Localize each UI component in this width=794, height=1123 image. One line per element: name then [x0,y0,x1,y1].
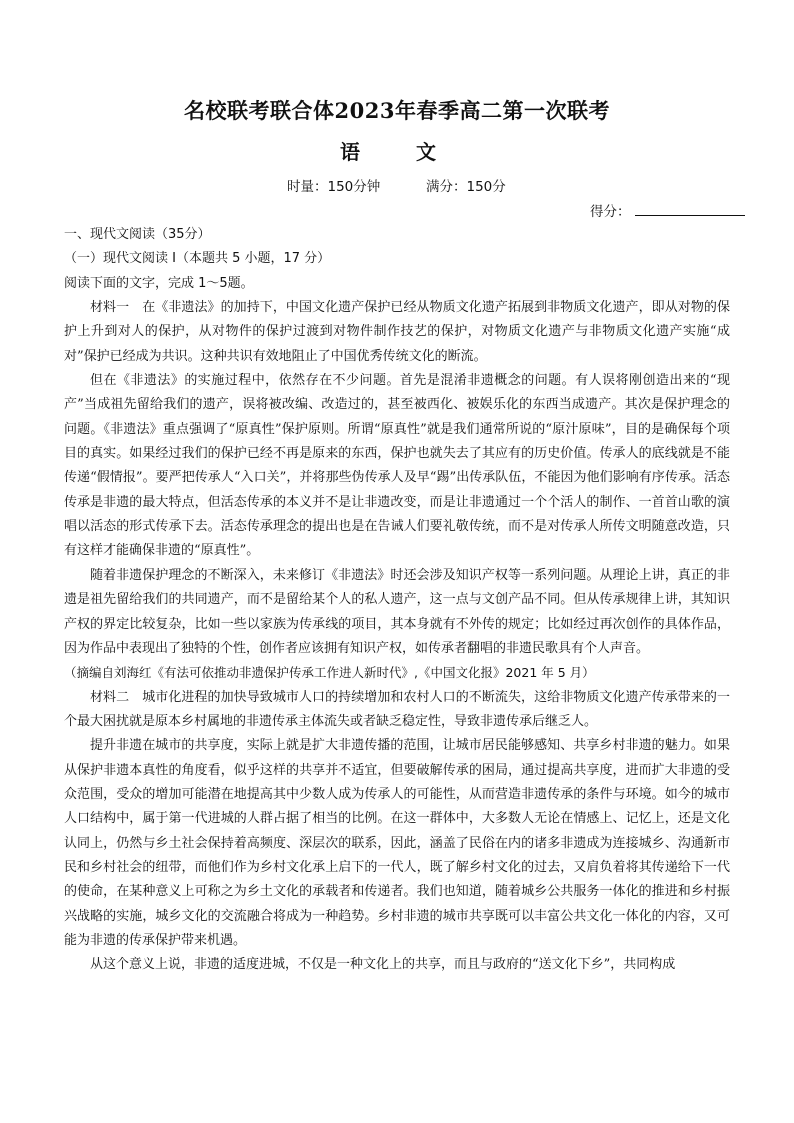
material2-paragraph: 提升非遗在城市的共享度，实际上就是扩大非遗传播的范围，让城市居民能够感知、共享乡村非遗的魅力。如果从保护非遗本真性的角度看，似乎这样的共享并不适宜，但要破解传承的困局，通过提高共享度，进而扩大非遗的受众范围，受众的增加可能潜在地提高其中少数人成为传承人的可能性，从而营造非遗传承的条件与环境。如今的城市人口结构中，属于第一代进城的人群占据了相当的比例。在这一群体中，大多数人无论在情感上、记忆上，还是文化认同上，仍然与乡土社会保持着高频度、深层次的联系，因此，涵盖了民俗在内的诸多非遗成为连接城乡、沟通新市民和乡村社会的纽带，而他们作为乡村文化承上启下的一代人，既了解乡村文化的过去，又肩负着将其传递给下一代的使命，在某种意义上可称之为乡土文化的承载者和传递者。我们也知道，随着城乡公共服务一体化的推进和乡村振兴战略的实施，城乡文化的交流融合将成为一种趋势。乡村非遗的城市共享既可以丰富公共文化一体化的内容，又可能为非遗的传承保护带来机遇。 [64,738,730,948]
part-title: 一、现代文阅读（35分） [64,227,211,242]
material1-source: （摘编自刘海红《有法可依推动非遗保护传承工作进人新时代》,《中国文化报》2021 年 5 月） [64,665,595,681]
score-blank-line[interactable] [635,203,745,216]
score-label: 得分： [590,204,631,220]
material1-paragraph: 随着非遗保护理念的不断深入，未来修订《非遗法》时还会涉及知识产权等一系列问题。从理论上讲，真正的非遗是祖先留给我们的共同遗产，而不是留给某个人的私人遗产，这一点与文创产品不同。但从传承规律上讲，其知识产权的界定比较复杂，比如一些以家族为传承线的项目，其本身就有不外传的规定；比如经过再次创作的具体作品，因为作品中表现出了独特的个性，创作者应该拥有知识产权，如传承者翻唱的非遗民歌具有个人声音。 [64,567,730,656]
full-score: 满分：150分 [426,179,506,195]
subject-title: 语 文 [340,140,454,164]
score-field [590,200,745,220]
time-limit: 时量：150分钟 [287,179,381,195]
reading-content [64,223,730,978]
material1-paragraph: 但在《非遗法》的实施过程中，依然存在不少问题。首先是混淆非遗概念的问题。有人误将刚创造出来的“现产”当成祖先留给我们的遗产，误将被改编、改造过的，甚至被西化、被娱乐化的东西当成遗产。其次是保护理念的问题。《非遗法》重点强调了“原真性”保护原则。所谓“原真性”就是我们通常所说的“原汁原味”，目的是确保每个项目的真实。如果经过我们的保护已经不再是原来的东西，保护也就失去了其应有的历史价值。传承人的底线就是不能传递“假情报”。要严把传承人“入口关”，并将那些伪传承人及早“踢”出传承队伍，不能因为他们影响有序传承。活态传承是非遗的最大特点，但活态传承的本义并不是让非遗改变，而是让非遗通过一个个活人的制作、一首首山歌的演唱以活态的形式传承下去。活态传承理念的提出也是在告诫人们要礼敬传统，而不是对传承人所传文明随意改造，只有这样才能确保非遗的“原真性”。 [64,373,730,559]
material2-paragraph: 材料二 城市化进程的加快导致城市人口的持续增加和农村人口的不断流失，这给非物质文化遗产传承带来的一个最大困扰就是原本乡村属地的非遗传承主体流失或者缺乏稳定性，导致非遗传承后继乏人。 [64,689,730,729]
instruction: 阅读下面的文字，完成 1～5题。 [64,275,254,291]
material1-paragraph: 材料一 在《非遗法》的加持下，中国文化遗产保护已经从物质文化遗产拓展到非物质文化遗产，即从对物的保护上升到对人的保护，从对物件的保护过渡到对物件制作技艺的保护，对物质文化遗产与非物质文化遗产实施“成对”保护已经成为共识。这种共识有效地阻止了中国优秀传统文化的断流。 [64,300,730,364]
exam-title: 名校联考联合体2023年春季高二第一次联考 [184,98,610,123]
material2-paragraph: 从这个意义上说，非遗的适度进城，不仅是一种文化上的共享，而且与政府的“送文化下乡”，共同构成 [90,957,676,973]
sub-title: （一）现代文阅读 I（本题共 5 小题，17 分） [64,251,331,267]
